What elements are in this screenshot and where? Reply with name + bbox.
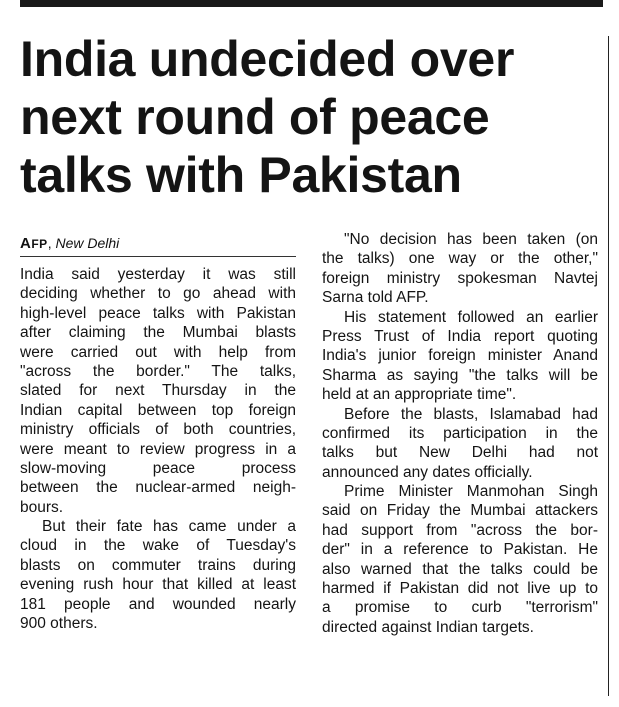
headline-line: talks with Pakistan (20, 147, 462, 203)
text-line: said on Friday the Mumbai attackers (322, 502, 598, 520)
article-column-left (20, 265, 296, 633)
top-rule-bar (20, 0, 603, 7)
text-line: Sharma as saying "the talks will be (322, 366, 598, 384)
text-line: "across the border." The talks, (20, 362, 296, 380)
text-line: Indian capital between top foreign (20, 401, 296, 419)
text-line: had support from "across the bor- (322, 521, 598, 539)
text-line: slated for next Thursday in the (20, 382, 296, 400)
text-line: ministry officials of both countries, (20, 421, 296, 439)
byline-agency-rest: FP (31, 237, 48, 251)
text-line: Before the blasts, Islamabad had (344, 405, 598, 423)
text-line: Sarna told AFP. (322, 289, 429, 307)
text-line: evening rush hour that killed at least (20, 576, 296, 594)
text-line: the talks) one way or the other," (322, 250, 598, 268)
text-line: between the nuclear-armed neigh- (20, 479, 296, 497)
text-line: India said yesterday it was still (20, 266, 296, 283)
article-byline (20, 235, 119, 252)
text-line: held at an appropriate time". (322, 386, 517, 404)
text-line: a promise to curb "terrorism" (322, 599, 598, 617)
text-line: 181 people and wounded nearly (20, 595, 296, 613)
text-line: were meant to review progress in a (20, 440, 296, 458)
byline-agency-initial: A (20, 235, 32, 252)
byline-separator: , (47, 235, 52, 251)
headline-line: India undecided over (20, 31, 515, 87)
text-line: But their fate has came under a (42, 518, 296, 536)
text-line: 900 others. (20, 615, 98, 633)
text-line: His statement followed an earlier (344, 308, 598, 326)
byline-agency (20, 235, 48, 251)
text-line: after claiming the Mumbai blasts (20, 324, 296, 342)
text-line: Press Trust of India report quoting (322, 327, 598, 345)
text-line: also warned that the talks could be (322, 560, 598, 578)
byline-underline (20, 256, 296, 257)
text-line: bours. (20, 498, 64, 516)
text-line: confirmed its participation in the (322, 424, 598, 442)
column-divider-right (608, 36, 609, 696)
text-line: talks but New Delhi had not (322, 444, 598, 462)
headline-line: next round of peace (20, 89, 490, 145)
text-line: slow-moving peace process (20, 459, 296, 477)
text-line: Prime Minister Manmohan Singh (344, 483, 598, 501)
text-line: deciding whether to go ahead with (20, 285, 296, 303)
text-line: directed against Indian targets. (322, 618, 534, 636)
text-line: India's junior foreign minister Anand (322, 347, 598, 365)
article-column-right (322, 230, 598, 637)
article-headline (20, 30, 605, 204)
text-line: "No decision has been taken (on (344, 231, 598, 248)
text-line: high-level peace talks with Pakistan (20, 304, 296, 322)
text-line: announced any dates officially. (322, 463, 533, 481)
text-line: foreign ministry spokesman Navtej (322, 269, 598, 287)
text-line: der" in a reference to Pakistan. He (322, 541, 598, 559)
text-line: blasts on commuter trains during (20, 556, 296, 574)
text-line: harmed if Pakistan did not live up to (322, 580, 598, 598)
text-line: cloud in the wake of Tuesday's (20, 537, 296, 555)
byline-dateline: New Delhi (55, 235, 120, 251)
text-line: were carried out with help from (20, 343, 296, 361)
